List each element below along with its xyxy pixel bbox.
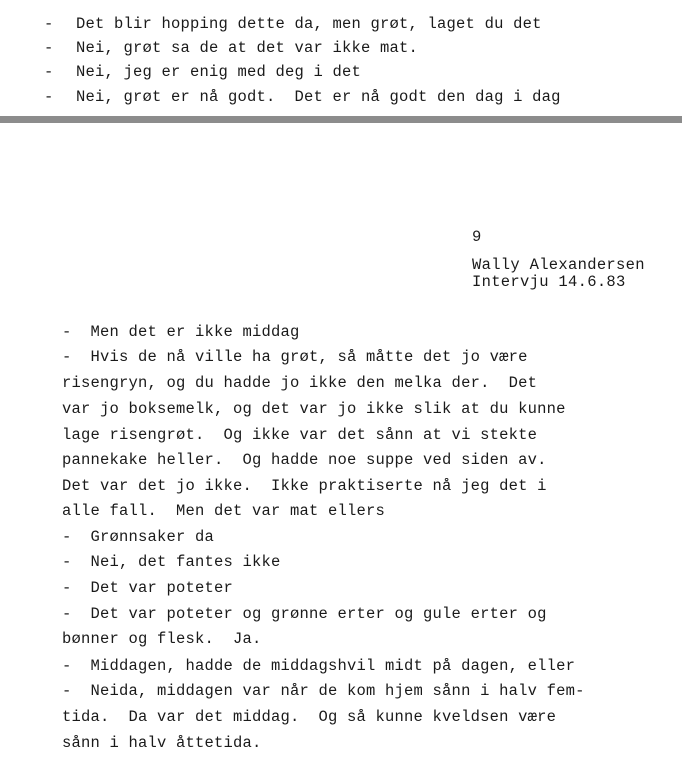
transcript-line: risengryn, og du hadde jo ikke den melka der. Det <box>62 374 538 392</box>
dialogue-line: - Det blir hopping dette da, men grøt, laget du det <box>44 15 542 33</box>
transcript-line: - Det var poteter og grønne erter og gule erter og <box>62 605 547 623</box>
dialogue-line: - Nei, grøt sa de at det var ikke mat. <box>44 39 419 57</box>
transcript-line: - Men det er ikke middag <box>62 323 300 341</box>
transcript-line: - Nei, det fantes ikke <box>62 553 281 571</box>
dialogue-line: - Nei, jeg er enig med deg i det <box>44 63 362 81</box>
transcript-line: alle fall. Men det var mat ellers <box>62 502 386 520</box>
header-interview: Intervju 14.6.83 <box>472 273 626 291</box>
transcript-line: - Middagen, hadde de middagshvil midt på dagen, eller <box>62 657 576 675</box>
transcript-line: - Grønnsaker da <box>62 528 215 546</box>
transcript-line: - Det var poteter <box>62 579 234 597</box>
page-divider <box>0 116 682 123</box>
header-name: Wally Alexandersen <box>472 256 645 274</box>
transcript-line: - Hvis de nå ville ha grøt, så måtte det jo være <box>62 348 528 366</box>
transcript-line: bønner og flesk. Ja. <box>62 630 262 648</box>
previous-page-fragment <box>0 0 682 116</box>
transcript-line: var jo boksemelk, og det var jo ikke slik at du kunne <box>62 400 566 418</box>
transcript-line: lage risengrøt. Og ikke var det sånn at vi stekte <box>62 426 538 444</box>
dialogue-line: - Nei, grøt er nå godt. Det er nå godt den dag i dag <box>44 88 561 106</box>
transcript-line: tida. Da var det middag. Og så kunne kveldsen være <box>62 708 557 726</box>
transcript-line: - Neida, middagen var når de kom hjem sånn i halv fem- <box>62 682 585 700</box>
page-number: 9 <box>472 228 482 246</box>
transcript-line: Det var det jo ikke. Ikke praktiserte nå jeg det i <box>62 477 547 495</box>
transcript-line: pannekake heller. Og hadde noe suppe ved siden av. <box>62 451 547 469</box>
transcript-line: sånn i halv åttetida. <box>62 734 262 752</box>
transcript-page <box>0 124 682 757</box>
